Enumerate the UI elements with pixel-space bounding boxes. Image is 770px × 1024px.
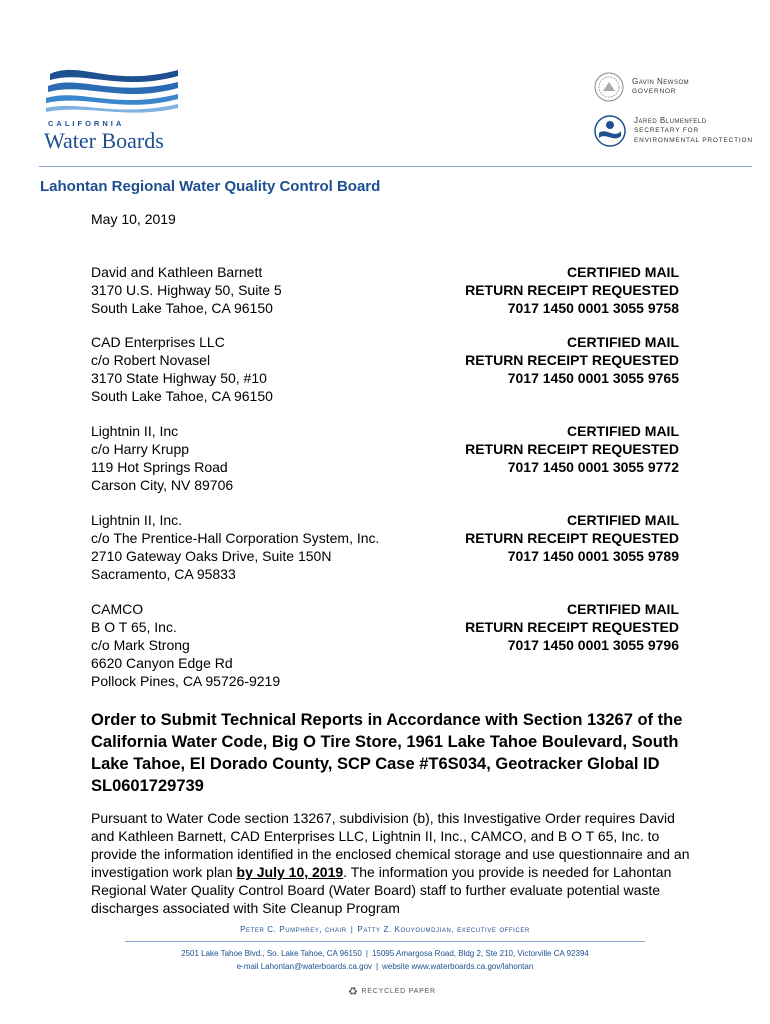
footer-address-south-lake-tahoe: 2501 Lake Tahoe Blvd., So. Lake Tahoe, CA 96150 (181, 949, 362, 958)
footer-officials (0, 925, 770, 934)
footer-separator: | (350, 925, 354, 934)
recipient-address (91, 263, 282, 317)
recipient-address (91, 422, 233, 494)
tracking-number: 7017 1450 0001 3055 9758 (507, 300, 679, 316)
secretary-title-line-2: ENVIRONMENTAL PROTECTION (634, 137, 753, 144)
footer-separator: | (376, 962, 379, 971)
certified-mail-block (465, 600, 679, 654)
certified-mail-label: CERTIFIED MAIL (567, 512, 679, 528)
footer-contact (0, 962, 770, 971)
recipient-address (91, 600, 280, 690)
return-receipt-label: RETURN RECEIPT REQUESTED (465, 282, 679, 298)
return-receipt-label: RETURN RECEIPT REQUESTED (465, 441, 679, 457)
address-line: c/o Robert Novasel (91, 352, 211, 368)
address-line: c/o The Prentice-Hall Corporation System, Inc. (91, 530, 380, 546)
certified-mail-block (465, 422, 679, 476)
order-subject: Order to Submit Technical Reports in Accordance with Section 13267 of the California Water Code, Big O Tire Store, 1961 Lake Tahoe Boulevard, South Lake Tahoe, El Dorado County, SCP Case #T6S034, Geotracker Global ID SL0601729739 (91, 711, 683, 795)
secretary-title-line-1: SECRETARY FOR (634, 127, 699, 134)
certified-mail-label: CERTIFIED MAIL (567, 423, 679, 439)
tracking-number: 7017 1450 0001 3055 9789 (507, 548, 679, 564)
address-line: 2710 Gateway Oaks Drive, Suite 150N (91, 548, 332, 564)
address-line: CAD Enterprises LLC (91, 334, 225, 350)
address-line: Sacramento, CA 95833 (91, 566, 236, 582)
certified-mail-label: CERTIFIED MAIL (567, 334, 679, 350)
address-line: Lightnin II, Inc (91, 423, 179, 439)
body-paragraph (91, 809, 691, 917)
governor-name: Gavin Newsom (632, 77, 690, 86)
footer-email[interactable]: e-mail Lahontan@waterboards.ca.gov (236, 962, 373, 971)
letter-date: May 10, 2019 (91, 211, 176, 227)
board-name: Lahontan Regional Water Quality Control Board (40, 178, 381, 195)
certified-mail-block (465, 263, 679, 317)
address-line: Carson City, NV 89706 (91, 477, 234, 493)
governor-block (594, 72, 689, 102)
return-receipt-label: RETURN RECEIPT REQUESTED (465, 352, 679, 368)
logo-name: Water Boards (44, 128, 164, 153)
footer-website[interactable]: website www.waterboards.ca.gov/lahontan (382, 962, 534, 971)
address-line: CAMCO (91, 601, 144, 617)
footer-separator: | (365, 949, 368, 958)
footer-chair: Peter C. Pumphrey, chair (240, 925, 347, 934)
tracking-number: 7017 1450 0001 3055 9796 (507, 637, 679, 653)
deadline-text: by July 10, 2019 (236, 864, 344, 880)
tracking-number: 7017 1450 0001 3055 9772 (507, 459, 679, 475)
water-boards-logo-icon (40, 66, 180, 118)
calepa-seal-icon (594, 115, 626, 147)
address-line: 3170 State Highway 50, #10 (91, 370, 267, 386)
return-receipt-label: RETURN RECEIPT REQUESTED (465, 530, 679, 546)
footer-address-victorville: 15095 Amargosa Road, Bldg 2, Ste 210, Victorville CA 92394 (371, 949, 589, 958)
certified-mail-label: CERTIFIED MAIL (567, 601, 679, 617)
certified-mail-block (465, 511, 679, 565)
secretary-block (594, 115, 753, 147)
header-divider (39, 166, 752, 167)
governor-title: GOVERNOR (632, 88, 677, 95)
address-line: South Lake Tahoe, CA 96150 (91, 388, 273, 404)
certified-mail-block (465, 333, 679, 387)
footer-divider (125, 941, 645, 942)
recycled-paper-note (348, 985, 436, 998)
recipient-address (91, 511, 379, 583)
logo-state-label: CALIFORNIA (48, 119, 125, 128)
address-line: David and Kathleen Barnett (91, 264, 263, 280)
address-line: c/o Mark Strong (91, 637, 190, 653)
tracking-number: 7017 1450 0001 3055 9765 (507, 370, 679, 386)
address-line: 3170 U.S. Highway 50, Suite 5 (91, 282, 282, 298)
address-line: 6620 Canyon Edge Rd (91, 655, 233, 671)
recycle-icon: ♻ (348, 986, 359, 998)
address-line: Lightnin II, Inc. (91, 512, 183, 528)
footer-addresses (0, 949, 770, 958)
recipient-address (91, 333, 273, 405)
return-receipt-label: RETURN RECEIPT REQUESTED (465, 619, 679, 635)
address-line: 119 Hot Springs Road (91, 459, 228, 475)
body-text: Pursuant to Water Code section 13267, subdivision (b), this Investigative Order requires David and Kathleen Barnett, CAD Enterprises LLC, Lightnin II, Inc., CAMCO, and B O T 65, Inc. to provide the information identified in the enclosed chemical storage and use questionnaire and an investigation work plan (91, 810, 690, 880)
state-seal-icon (594, 72, 624, 102)
address-line: South Lake Tahoe, CA 96150 (91, 300, 273, 316)
recycled-paper-label: RECYCLED PAPER (361, 988, 436, 995)
secretary-name: Jared Blumenfeld (634, 116, 707, 125)
address-line: c/o Harry Krupp (91, 441, 190, 457)
address-line: B O T 65, Inc. (91, 619, 177, 635)
certified-mail-label: CERTIFIED MAIL (567, 264, 679, 280)
address-line: Pollock Pines, CA 95726-9219 (91, 673, 281, 689)
body-text-continued: . The information you provide is needed for Lahontan Regional Water Quality Control Board (Water Board) staff to further evaluate potential waste discharges associated with Site Cleanup Program (91, 864, 672, 916)
footer-officer: Patty Z. Kouyoumdjian, executive officer (357, 925, 530, 934)
